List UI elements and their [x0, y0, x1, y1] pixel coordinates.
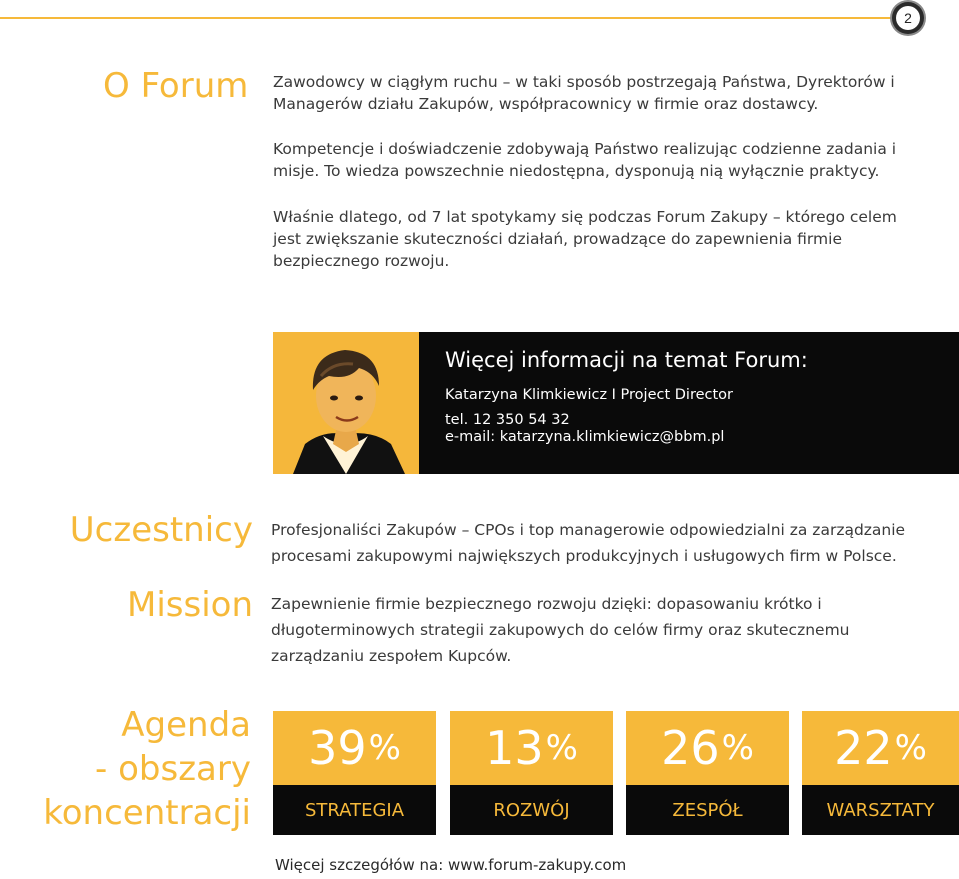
stat-value-box	[273, 711, 436, 785]
stat-label: WARSZTATY	[802, 785, 959, 835]
uczestnicy-heading: Uczestnicy	[69, 510, 253, 550]
agenda-heading-line-3: koncentracji	[43, 793, 251, 833]
stat-value: 26	[661, 721, 720, 775]
contact-title: Więcej informacji na temat Forum:	[445, 348, 808, 372]
contact-box	[273, 332, 959, 474]
portrait-illustration	[273, 332, 419, 474]
footer-link-text[interactable]: Więcej szczegółów na: www.forum-zakupy.com	[275, 856, 627, 874]
stat-value-box	[626, 711, 789, 785]
stat-unit: %	[721, 728, 754, 768]
stat-value-box	[802, 711, 959, 785]
stat-value-box	[450, 711, 613, 785]
stat-card-zespol	[626, 711, 789, 835]
stat-unit: %	[894, 728, 927, 768]
page-number-badge	[892, 2, 924, 34]
agenda-heading-line-1: Agenda	[121, 705, 251, 745]
contact-email[interactable]: e-mail: katarzyna.klimkiewicz@bbm.pl	[445, 429, 725, 445]
stat-label: ZESPÓŁ	[626, 785, 789, 835]
stat-unit: %	[545, 728, 578, 768]
stat-card-strategia	[273, 711, 436, 835]
page-number: 2	[896, 6, 920, 30]
o-forum-paragraph-2: Kompetencje i doświadczenie zdobywają Państwo realizując codzienne zadania i misje. To wiedza powszechnie niedostępna, dysponują nią wyłącznie praktycy.	[273, 140, 897, 180]
stat-card-warsztaty	[802, 711, 959, 835]
contact-phone: tel. 12 350 54 32	[445, 412, 570, 428]
stat-label: ROZWÓJ	[450, 785, 613, 835]
agenda-heading	[43, 703, 251, 835]
top-divider	[0, 17, 893, 19]
mission-text: Zapewnienie firmie bezpiecznego rozwoju dzięki: dopasowaniu krótko i długoterminowych strategii zakupowych do celów firmy oraz skutecznemu zarządzaniu zespołem Kupców.	[271, 595, 850, 665]
o-forum-paragraph-3: Właśnie dlatego, od 7 lat spotykamy się podczas Forum Zakupy – którego celem jest zwiększanie skuteczności działań, prowadzące do zapewnienia firmie bezpiecznego rozwoju.	[273, 208, 897, 270]
stat-value: 22	[834, 721, 893, 775]
stat-value: 13	[485, 721, 544, 775]
agenda-heading-line-2: - obszary	[95, 749, 251, 789]
uczestnicy-text: Profesjonaliści Zakupów – CPOs i top managerowie odpowiedzialni za zarządzanie procesami zakupowymi największych produkcyjnych i usługowych firm w Polsce.	[271, 521, 906, 565]
stat-value: 39	[308, 721, 367, 775]
o-forum-paragraph-1: Zawodowcy w ciągłym ruchu – w taki sposób postrzegają Państwa, Dyrektorów i Managerów działu Zakupów, współpracownicy w firmie oraz dostawcy.	[273, 73, 895, 113]
stat-label: STRATEGIA	[273, 785, 436, 835]
stat-card-rozwoj	[450, 711, 613, 835]
stat-unit: %	[368, 728, 401, 768]
contact-person-photo	[273, 332, 419, 474]
mission-heading: Mission	[126, 585, 253, 625]
contact-name: Katarzyna Klimkiewicz I Project Director	[445, 387, 734, 403]
o-forum-heading: O Forum	[103, 66, 249, 106]
